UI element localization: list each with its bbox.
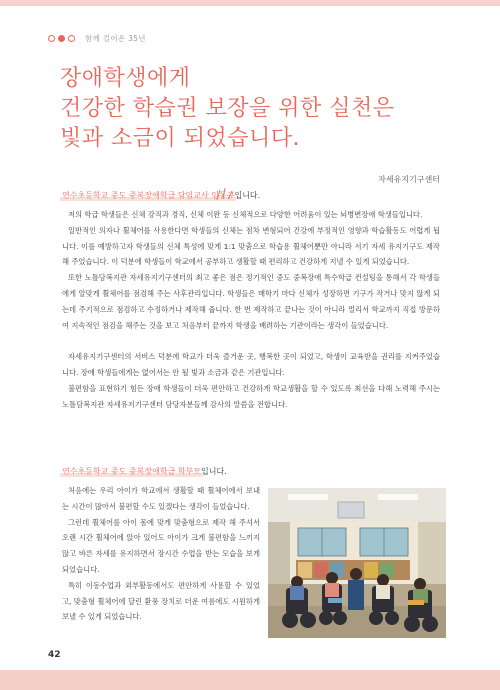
title-line-3: 빛과 소금이 되었습니다. — [60, 126, 301, 151]
article-title — [60, 64, 480, 154]
title-line-1: 장애학생에게 — [60, 66, 191, 91]
classroom-photo — [268, 488, 446, 638]
body-paragraph: 자세유지기구센터의 서비스 덕분에 학교가 더욱 즐거운 곳, 행복한 곳이 되었고, 학생이 교육받을 권리를 지켜주었습니다. 장애 학생들에게는 없어서는 안 될 빛과 소금과 같은 기관입니다. — [62, 352, 440, 378]
dot-outline-icon — [68, 35, 75, 42]
speaker-suffix: 입니다. — [201, 467, 227, 476]
body-paragraph: 특히 이동수업과 외부활동에서도 편안하게 사용할 수 있었고, 맞춤형 휠체어에 달린 환풍 장치로 더운 여름에도 시원하게 보낼 수 있게 되었습니다. — [62, 580, 260, 622]
dot-outline-icon — [48, 35, 55, 42]
teacher-testimony — [62, 207, 440, 413]
header-dots-icon — [48, 35, 75, 42]
body-paragraph: 불편함을 표현하기 힘든 장애 학생들이 더욱 편안하고 건강하게 학교생활을 할 수 있도록 최선을 다해 노력해 주시는 노틀담복지관 자세유지기구센터 담당자분들께 감사의 말씀을 전합니다. — [62, 383, 440, 409]
body-paragraph: 일반적인 의자나 휠체어를 사용한다면 학생들의 신체는 점차 변형되어 건강에 부정적인 영향과 학습활동도 어렵게 됩니다. 이를 예방하고자 학생들의 신체 특성에 맞게 1:1 맞춤으로 학습용 휠체어뿐만 아니라 서기 자세 유지기구도 제작해 주었습니다. 이 덕분에 학생들이 학교에서 공부하고 생활할 때 편리하고 건강하게 지낼 수 있게 되었습니다. — [62, 225, 440, 267]
author-byline: 자세유지기구센터 — [378, 175, 440, 184]
running-header — [48, 31, 146, 45]
sparkle-flourish-icon — [215, 187, 237, 201]
speaker-name-parent: 연수초등학교 중도 중복장애학급 학부모 — [62, 467, 202, 476]
page-top-edge — [0, 0, 500, 6]
speaker-name-teacher: 연수초등학교 중도 중복장애학급 담임교사 임동규 — [62, 191, 235, 200]
page-number: 42 — [48, 650, 61, 660]
body-paragraph: 그런데 휠체어를 아이 몸에 맞게 맞춤형으로 제작 해 주셔서 오랜 시간 휠체어에 앉아 있어도 아이가 크게 불편함을 느끼지 않고 바른 자세를 유지하면서 장시간 수업을 받는 모습을 보게 되었습니다. — [62, 517, 260, 574]
body-paragraph: 처음에는 우리 아이가 학교에서 생활할 때 휠체어에서 보내는 시간이 많아서 불편할 수도 있겠다는 생각이 들었습니다. — [62, 486, 260, 511]
dot-filled-icon — [58, 35, 65, 42]
body-paragraph: 저의 학급 학생들은 신체 강직과 경직, 신체 이완 등 신체적으로 다양한 어려움이 있는 뇌병변장애 학생들입니다. — [68, 210, 423, 219]
header-section-title: 함께 걸어온 35년 — [85, 33, 146, 43]
body-paragraph: 또한 노틀담복지관 자세유지기구센터의 최고 좋은 점은 정기적인 중도 중복장애 특수학급 컨설팅을 통해서 각 학생들에게 알맞게 휠체어를 점검해 주는 사후관리입니다. 학생들은 매학기 마다 신체가 성장하면 기구가 작거나 맞지 않게 되는데 주기적으로 점검하고 수정하거나 제작해 줍니다. 한 번 제작하고 끝나는 것이 아니라 멀리서 학교까지 직접 방문하여 지속적인 점검을 해주는 것을 보고 처음부터 끝까지 학생을 배려하는 기관이라는 생각이 들었습니다. — [62, 273, 440, 330]
speaker-suffix: 입니다. — [234, 191, 261, 200]
classroom-illustration — [268, 488, 446, 638]
title-line-2: 건강한 학습권 보장을 위한 실천은 — [60, 96, 395, 121]
page-bottom-edge — [0, 670, 500, 690]
speaker-intro-parent — [62, 466, 227, 477]
parent-testimony — [62, 483, 260, 625]
